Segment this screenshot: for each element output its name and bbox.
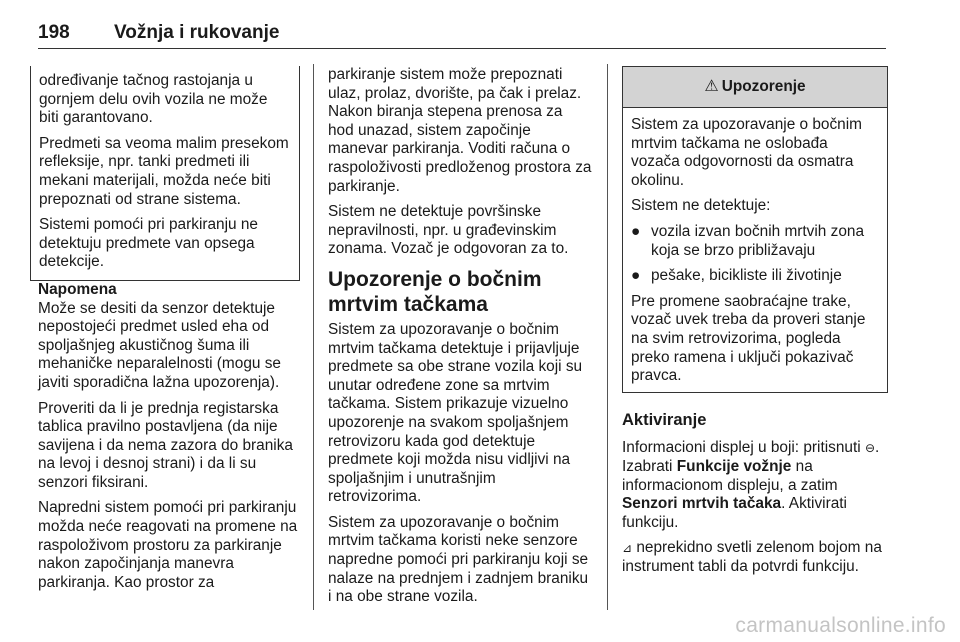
warning-paragraph: Sistem ne detektuje: — [631, 197, 771, 215]
column-3 — [622, 66, 888, 583]
list-item — [631, 223, 879, 260]
warning-title: Upozorenje — [721, 77, 806, 95]
warning-header — [623, 67, 887, 108]
list-item — [631, 267, 879, 286]
chapter-title: Vožnja i rukovanje — [114, 22, 280, 43]
text: Informacioni displej u boji: pritisnuti — [622, 439, 861, 457]
column-divider — [607, 64, 608, 610]
warning-box — [622, 66, 888, 393]
warning-paragraph: Sistem za upozoravanje o bočnim mrtvim tačkama ne oslobađa vozača odgovornosti da osmatra okolinu. — [631, 116, 862, 189]
section-heading: Upozorenje o bočnim mrtvim tačkama — [328, 267, 542, 316]
list-item-text: vozila izvan bočnih mrtvih zona koja se brzo približavaju — [651, 222, 865, 259]
activation-paragraph — [622, 439, 888, 532]
page-header — [38, 8, 886, 49]
warning-paragraph: Pre promene saobraćajne trake, vozač uvek treba da proveri stanje na svim retrovizorima, pogleda preko ramena i uključi pokazivač pravca. — [631, 292, 866, 385]
paragraph: Napredni sistem pomoći pri parkiranju možda neće reagovati na promene na raspoloživom prostoru za parkiranje nakon započinjanja manevra parkiranja. Kao prostor za — [38, 499, 298, 591]
warning-triangle-icon: ⚠ — [704, 77, 719, 95]
steering-wheel-controls-icon: ⊖ — [864, 441, 876, 456]
text: . Izabrati — [622, 439, 880, 475]
page-number: 198 — [38, 22, 70, 43]
bullet-icon: ● — [631, 222, 641, 240]
paragraph: Sistem za upozoravanje o bočnim mrtvim tačkama koristi neke senzore napredne pomoći pri parkiranju koji se nalaze na prednjem i zadnjem braniku i na obe strane vozila. — [328, 513, 589, 606]
text: na informacionom displeju, a zatim — [622, 457, 838, 494]
continued-warning-box — [30, 66, 300, 281]
paragraph: Sistem ne detektuje površinske nepravilnosti, npr. u građevinskim zonama. Vozač je odgovoran za to. — [328, 203, 569, 258]
column-2 — [328, 66, 592, 614]
bullet-icon: ● — [631, 267, 641, 285]
menu-name: Funkcije vožnje — [676, 457, 792, 475]
column-1 — [38, 66, 300, 599]
box-paragraph: Predmeti sa veoma malim presekom refleksije, npr. tanki predmeti ili mekani materijali, možda neće biti prepoznati od strane sistema. — [39, 134, 289, 208]
blind-spot-indicator-icon: ⊿ — [622, 541, 633, 556]
paragraph: Proveriti da li je prednja registarska tablica pravilno postavljena (da nije savijena i da nema zazora do branika na levoj i desnoj strani) i da li su senzori fiksirani. — [38, 399, 293, 491]
menu-name: Senzori mrtvih tačaka — [622, 495, 782, 513]
note-text: Može se desiti da senzor detektuje nepostojeći predmet usled eha od spoljašnjeg akustičnog šuma ili mehaničke neparalelnosti (mogu se javiti sporadična lažna upozorenja). — [38, 299, 281, 391]
watermark: carmanualsonline.info — [735, 614, 946, 637]
activation-paragraph — [622, 539, 888, 576]
paragraph: Sistem za upozoravanje o bočnim mrtvim tačkama detektuje i prijavljuje predmete sa obe strane vozila koji su unutar određene zone sa mrtvim tačkama. Sistem prikazuje vizuelno upozorenje na svakom spoljašnjem retrovizoru kada god detektuje predmete koji možda nisu vidljivi na spoljašnjim i unutrašnjim retrovizorima. — [328, 320, 583, 506]
activation-heading: Aktiviranje — [622, 410, 707, 429]
list-item-text: pešake, bicikliste ili životinje — [651, 267, 842, 285]
paragraph: parkiranje sistem može prepoznati ulaz, prolaz, dvorište, pa čak i prelaz. Nakon biranja stepena prenosa za hod unazad, sistem započinje manevar parkiranja. Voditi računa o raspoloživosti predloženog prostora za parkiranje. — [328, 66, 592, 195]
text: neprekidno svetli zelenom bojom na instrument tabli da potvrdi funkciju. — [622, 539, 882, 575]
box-paragraph: određivanje tačnog rastojanja u gornjem delu ovih vozila ne može biti garantovano. — [39, 72, 268, 127]
warning-body — [623, 108, 887, 392]
text: . Aktivirati funkciju. — [622, 495, 847, 531]
column-divider — [313, 64, 314, 610]
note-title: Napomena — [38, 280, 117, 298]
box-paragraph: Sistemi pomoći pri parkiranju ne detektuju predmete van opsega detekcije. — [39, 216, 258, 271]
